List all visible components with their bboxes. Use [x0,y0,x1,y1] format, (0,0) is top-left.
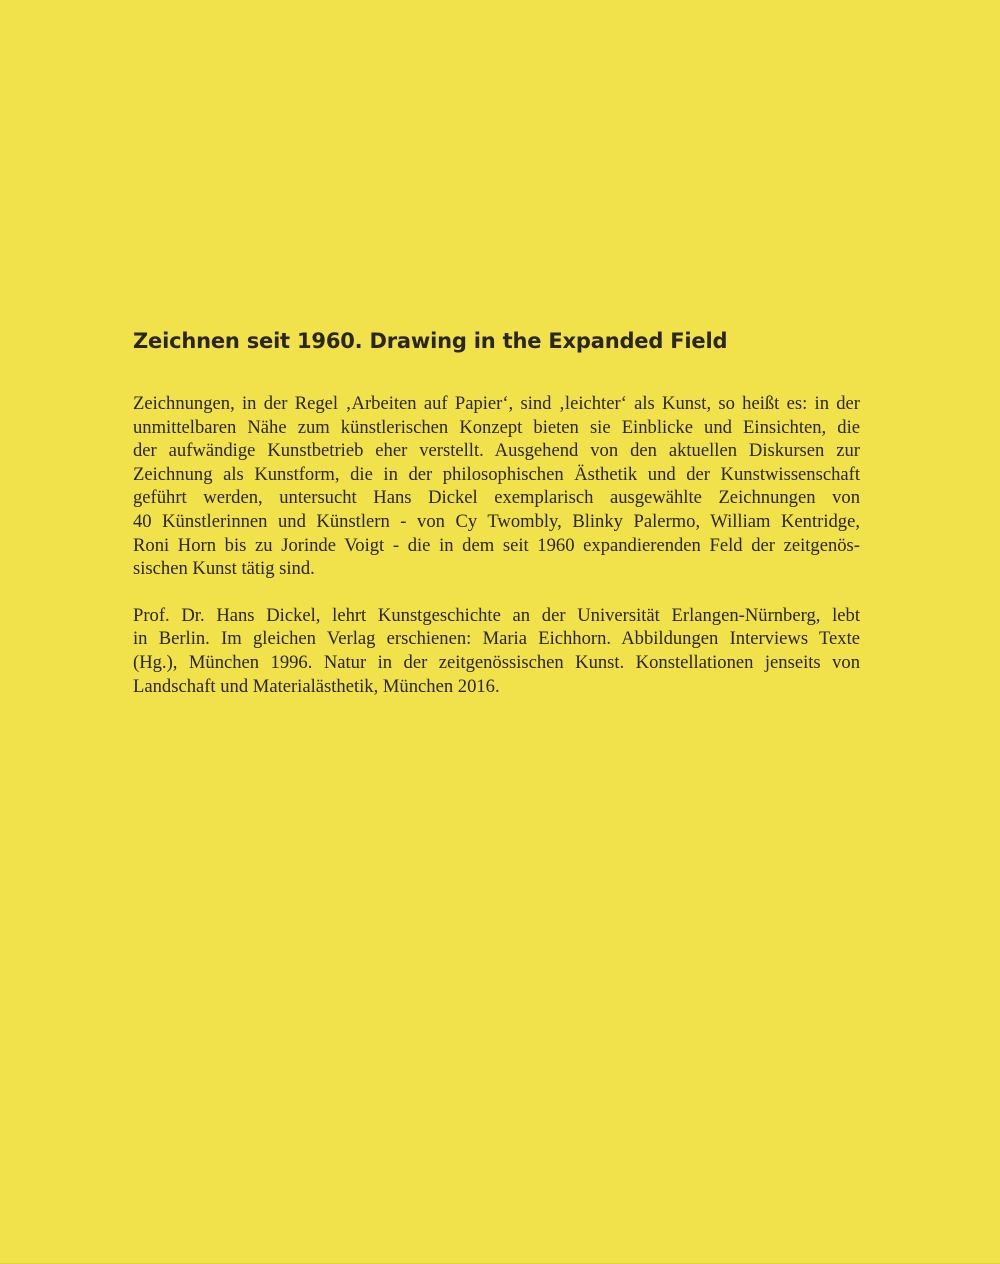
description-line: 40 Künstlerinnen und Künstlern - von Cy Twombly, Blinky Palermo, William Kentridge, [133,510,860,532]
description-line: geführt werden, untersucht Hans Dickel exemplarisch ausgewählte Zeichnungen von [133,487,860,509]
description-line: sischen Kunst tätig sind. [133,558,315,580]
description-line: der aufwändige Kunstbetrieb eher verstellt. Ausgehend von den aktuellen Diskursen zur [133,440,860,462]
description-line: Zeichnungen, in der Regel ‚Arbeiten auf Papier‘, sind ‚leichter‘ als Kunst, so heißt es: in der [133,393,860,414]
description-line: Zeichnung als Kunstform, die in der philosophischen Ästhetik und der Kunstwissenschaft [133,463,860,485]
author-bio-line: in Berlin. Im gleichen Verlag erschienen: Maria Eichhorn. Abbildungen Interviews Texte [133,628,860,650]
author-bio-line: Landschaft und Materialästhetik, München 2016. [133,675,500,697]
blurb-content [133,326,860,721]
author-bio-paragraph [133,604,860,698]
description-line: unmittelbaren Nähe zum künstlerischen Konzept bieten sie Einblicke und Einsichten, die [133,416,860,438]
description-paragraph [133,392,860,581]
author-bio-line: Prof. Dr. Hans Dickel, lehrt Kunstgeschichte an der Universität Erlangen-Nürnberg, lebt [133,604,860,626]
description-line: Roni Horn bis zu Jorinde Voigt - die in dem seit 1960 expandierenden Feld der zeitgenös- [133,534,860,556]
book-title: Zeichnen seit 1960. Drawing in the Expanded Field [133,329,728,353]
author-bio-line: (Hg.), München 1996. Natur in der zeitgenössischen Kunst. Konstellationen jenseits von [133,651,860,673]
